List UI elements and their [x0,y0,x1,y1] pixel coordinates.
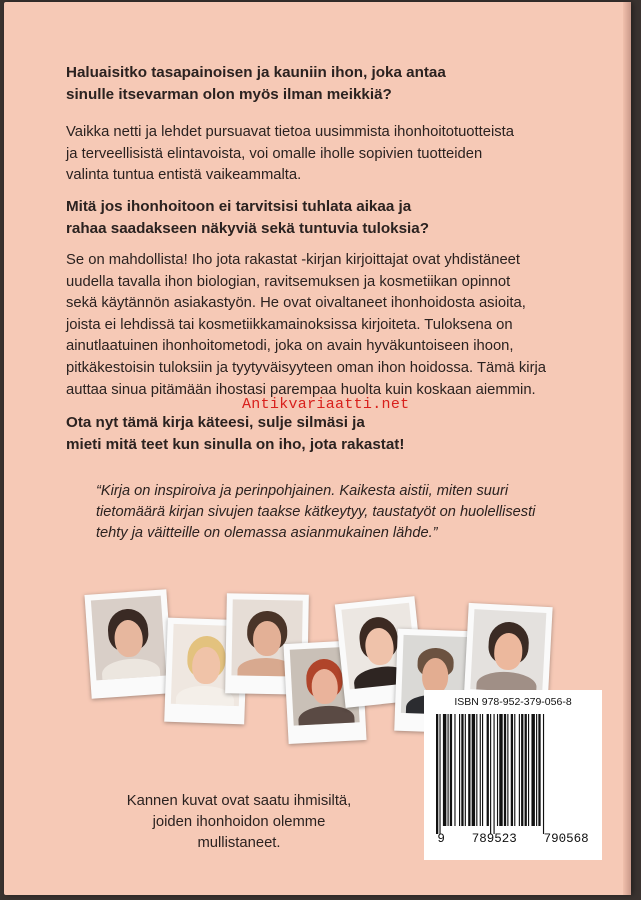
barcode-bar [494,714,495,834]
barcode-bar [468,714,470,826]
isbn-label: ISBN 978-952-379-056-8 [454,696,572,708]
barcode-bar [448,714,449,826]
barcode-bar [454,714,455,826]
barcode-bar [480,714,481,826]
testimonial-quote [96,481,576,544]
barcode-bar [499,714,502,826]
book-back-cover [4,2,631,895]
barcode-bar [536,714,537,826]
text-line: sinulle itsevarman olon myös ilman meikkiä? [66,86,392,103]
barcode-bar [472,714,475,826]
barcode-bar [525,714,527,826]
text-line: joista ei lehdissä tai kosmetiikkamainoksissa kirjoiteta. Tuloksena on [66,316,513,333]
barcode-bar [521,714,523,826]
text-line: ainutlaatuinen ihonhoitometodi, joka on avain hyväkuntoiseen ihoon, [66,338,514,355]
cover-edge [623,2,631,895]
text-line: uudella tavalla ihon biologian, ravitsemuksen ja kosmetiikan opinnot [66,273,511,290]
photo-woman-glasses [91,596,166,681]
intro-bold-paragraph [66,62,566,106]
text-line: auttaa sinua pitämään ihostasi parempaa huolta kuin koskaan aiemmin. [66,381,536,398]
text-line: pitkäkestoisin tuloksiin ja tyytyväisyyteen oman ihon hoidossa. Tämä kirja [66,359,547,376]
barcode-bar [465,714,466,826]
barcode-digits [424,832,602,846]
barcode-bar [514,714,515,826]
polaroid-photo-1 [84,589,173,698]
barcode-bar [531,714,534,826]
quote-line: tehty ja väitteille on olemassa asianmukainen lähde.” [96,525,438,541]
cta-bold-paragraph [66,412,566,456]
isbn-barcode-box [424,690,602,860]
barcode-bar [439,714,440,834]
barcode-bar [528,714,529,826]
text-line: sekä käytännön asiakastyön. He ovat oivaltaneet ihonhoidosta asioita, [66,295,526,312]
text-line: Ota nyt tämä kirja käteesi, sulje silmäsi ja [66,414,365,431]
barcode-bar [504,714,506,826]
barcode-bar [511,714,513,826]
barcode-bar [490,714,491,834]
paragraph-1 [66,122,586,187]
question-bold-paragraph [66,196,566,240]
barcode-digit-group: 790568 [543,832,589,846]
footer-caption [124,791,354,854]
barcode-bar [543,714,544,834]
barcode-bar [482,714,483,826]
text-line: Se on mahdollista! Iho jota rakastat -kirjan kirjoittajat ovat yhdistäneet [66,252,521,268]
quote-line: tietomäärä kirjan sivujen taakse kätkeytyy, taustatyöt on huolellisesti [96,504,536,520]
text-line: mieti mitä teet kun sinulla on iho, jota rakastat! [66,436,405,453]
footer-line: joiden ihonhoidon olemme mullistaneet. [152,814,326,851]
barcode-bar [507,714,508,826]
photo-smiling-woman [470,609,546,693]
barcode-bar [476,714,477,826]
text-line: rahaa saadakseen näkyviä sekä tuntuvia tuloksia? [66,220,429,237]
quote-line: “Kirja on inspiroiva ja perinpohjainen. Kaikesta aistii, miten suuri [96,483,509,499]
text-line: Mitä jos ihonhoitoon ei tarvitsisi tuhlata aikaa ja [66,198,412,215]
watermark-text: Antikvariaatti.net [242,396,410,413]
barcode-bar [538,714,540,826]
barcode-graphic [434,714,592,834]
barcode-bar [450,714,452,826]
barcode-bar [436,714,438,834]
barcode-digit-group: 9 [437,832,445,846]
barcode-bar [461,714,463,826]
footer-line: Kannen kuvat ovat saatu ihmisiltä, [126,793,352,809]
text-line: Vaikka netti ja lehdet pursuavat tietoa uusimmista ihonhoitotuotteista [66,124,515,140]
barcode-bar [443,714,446,826]
paragraph-2 [66,250,596,401]
barcode-bar [497,714,498,826]
text-line: Haluaisitko tasapainoisen ja kauniin ihon, joka antaa [66,64,446,81]
text-line: valinta tuntua entistä vaikeammalta. [66,167,302,184]
barcode-bar [487,714,489,826]
barcode-bar [519,714,520,826]
text-line: ja terveellisistä elintavoista, voi omalle iholle sopivien tuotteiden [66,145,483,162]
barcode-bar [459,714,460,826]
barcode-digit-group: 789523 [471,832,517,846]
